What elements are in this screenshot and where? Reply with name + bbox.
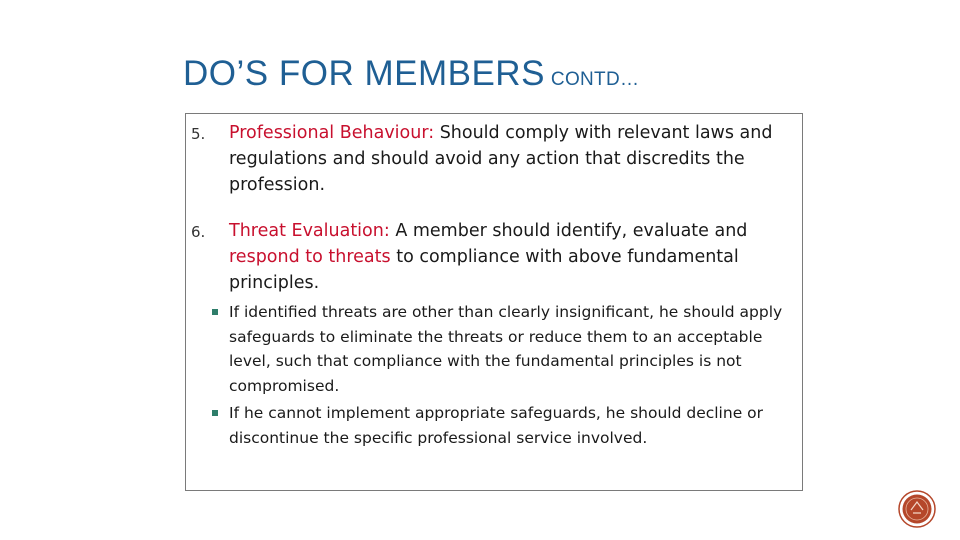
item-number: 6. xyxy=(191,223,206,241)
slide-title-sub: CONTD… xyxy=(550,69,640,90)
sub-bullet-1 xyxy=(186,300,786,398)
item-text xyxy=(229,218,786,296)
bullet-marker-icon xyxy=(212,410,218,416)
item-heading: Threat Evaluation: xyxy=(229,221,390,241)
item-heading: Professional Behaviour: xyxy=(229,123,435,143)
list-item-5 xyxy=(186,120,786,198)
item-text xyxy=(229,120,786,198)
item-highlight: respond to threats xyxy=(229,247,391,267)
sub-bullet-2 xyxy=(186,401,786,450)
item-number: 5. xyxy=(191,125,206,143)
bullet-text: If identified threats are other than clearly insignificant, he should apply safeguards to eliminate the threats or reduce them to an acceptable level, such that compliance with the fundamental principles is not compromised. xyxy=(229,303,783,395)
list-item-6 xyxy=(186,218,786,296)
content-box xyxy=(185,113,803,491)
item-body: A member should identify, evaluate and xyxy=(389,221,748,241)
slide-title-main: DO’S FOR MEMBERS xyxy=(183,54,545,93)
bullet-marker-icon xyxy=(212,309,218,315)
item-body: Should comply with relevant laws and regulations and should avoid any action that discredits the profession. xyxy=(229,123,773,195)
item-body: to compliance with above fundamental principles. xyxy=(229,247,739,293)
bullet-text: If he cannot implement appropriate safeguards, he should decline or discontinue the specific professional service involved. xyxy=(229,404,764,447)
emblem-icon xyxy=(898,490,936,528)
slide-title xyxy=(183,54,639,94)
